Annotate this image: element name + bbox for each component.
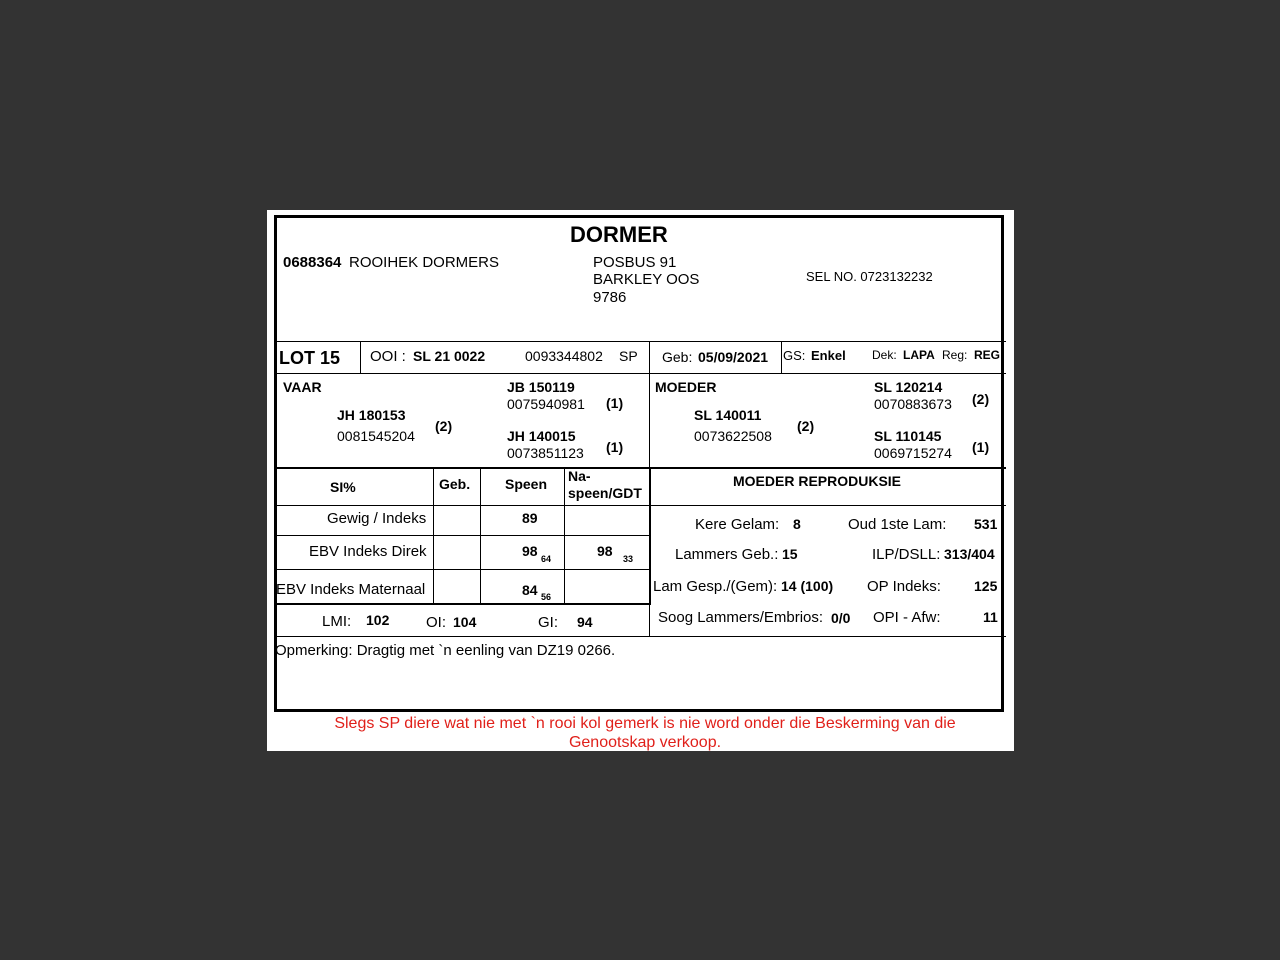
na-header-line1: Na- bbox=[568, 468, 591, 484]
ilp-value: 313/404 bbox=[944, 546, 995, 562]
birth-date: 05/09/2021 bbox=[698, 349, 769, 365]
geb-header: Geb. bbox=[439, 476, 471, 492]
row-direk-na-accuracy: 33 bbox=[623, 554, 634, 564]
vline-lot bbox=[360, 341, 361, 373]
kere-value: 8 bbox=[793, 516, 801, 532]
row-gewig-speen: 89 bbox=[522, 510, 538, 526]
dam-dam-number: 0069715274 bbox=[874, 445, 952, 461]
breeder-name: ROOIHEK DORMERS bbox=[349, 254, 500, 271]
breed-title: DORMER bbox=[570, 222, 668, 247]
si-header: SI% bbox=[330, 479, 356, 495]
breeder-number: 0688364 bbox=[283, 254, 342, 271]
kere-label: Kere Gelam: bbox=[695, 516, 780, 533]
dam-sire-count: (2) bbox=[972, 391, 990, 407]
gi-value: 94 bbox=[577, 614, 593, 630]
divider-lot-bottom bbox=[275, 373, 1006, 374]
oud-value: 531 bbox=[974, 516, 998, 532]
card-frame bbox=[274, 215, 1004, 712]
sire-sire-id: JB 150119 bbox=[507, 379, 575, 395]
sire-dam-count: (1) bbox=[606, 439, 624, 455]
reg-label: Reg: bbox=[942, 348, 968, 362]
divider-si-row2 bbox=[275, 569, 650, 570]
vline-si-na bbox=[564, 468, 565, 604]
vline-gs bbox=[781, 341, 782, 373]
ooi-reg-number: 0093344802 bbox=[525, 348, 603, 364]
opi-value: 11 bbox=[983, 609, 998, 625]
oi-value: 104 bbox=[453, 614, 477, 630]
row-direk-na: 98 bbox=[597, 543, 613, 559]
dam-id: SL 140011 bbox=[694, 407, 762, 423]
vline-si-speen bbox=[480, 468, 481, 604]
soog-label: Soog Lammers/Embrios: bbox=[658, 609, 824, 626]
sire-number: 0081545204 bbox=[337, 428, 415, 444]
gi-label: GI: bbox=[538, 614, 559, 631]
divider-remark bbox=[275, 636, 1006, 637]
speen-header: Speen bbox=[505, 476, 548, 492]
oi-label: OI: bbox=[426, 614, 447, 631]
reg-value: REG bbox=[974, 348, 1001, 362]
dam-dam-count: (1) bbox=[972, 439, 990, 455]
dam-sire-number: 0070883673 bbox=[874, 396, 952, 412]
row-gewig-label: Gewig / Indeks bbox=[327, 510, 427, 527]
row-maternaal-speen: 84 bbox=[522, 582, 538, 598]
ilp-label: ILP/DSLL: bbox=[872, 546, 941, 563]
dam-dam-id: SL 110145 bbox=[874, 428, 942, 444]
soog-value: 0/0 bbox=[831, 610, 851, 626]
repro-title: MOEDER REPRODUKSIE bbox=[733, 473, 902, 489]
gs-value: Enkel bbox=[811, 348, 846, 363]
sire-sire-number: 0075940981 bbox=[507, 396, 585, 412]
dam-sire-id: SL 120214 bbox=[874, 379, 943, 395]
lamgesp-value: 14 (100) bbox=[781, 578, 834, 594]
row-direk-speen: 98 bbox=[522, 543, 538, 559]
sire-dam-id: JH 140015 bbox=[507, 428, 576, 444]
oud-label: Oud 1ste Lam: bbox=[848, 516, 947, 533]
lmi-value: 102 bbox=[366, 612, 390, 628]
op-value: 125 bbox=[974, 578, 998, 594]
row-maternaal-label: EBV Indeks Maternaal bbox=[276, 581, 426, 598]
address-line-3: 9786 bbox=[593, 289, 627, 306]
sp-mark: SP bbox=[619, 348, 638, 364]
divider-si-row1 bbox=[275, 535, 650, 536]
row-direk-label: EBV Indeks Direk bbox=[309, 543, 427, 560]
address-line-1: POSBUS 91 bbox=[593, 254, 677, 271]
op-label: OP Indeks: bbox=[867, 578, 941, 595]
moeder-label: MOEDER bbox=[655, 379, 717, 395]
gs-label: GS: bbox=[783, 348, 806, 363]
divider-pedigree-bottom bbox=[275, 467, 1006, 469]
lammers-label: Lammers Geb.: bbox=[675, 546, 779, 563]
divider-lot-top bbox=[275, 341, 1006, 342]
remark-text: Opmerking: Dragtig met `n eenling van DZ19 0266. bbox=[275, 642, 616, 659]
address-line-2: BARKLEY OOS bbox=[593, 271, 700, 288]
lammers-value: 15 bbox=[782, 546, 798, 562]
sire-id: JH 180153 bbox=[337, 407, 406, 423]
lot-card bbox=[267, 210, 1014, 751]
lamgesp-label: Lam Gesp./(Gem): bbox=[653, 578, 778, 595]
dam-number: 0073622508 bbox=[694, 428, 772, 444]
opi-label: OPI - Afw: bbox=[873, 609, 941, 626]
sire-sire-count: (1) bbox=[606, 395, 624, 411]
na-header-line2: speen/GDT bbox=[568, 485, 642, 501]
footer-warning: Slegs SP diere wat nie met `n rooi kol gemerk is nie word onder die Beskerming van die Genootskap verkoop. bbox=[334, 715, 956, 751]
sel-number: SEL NO. 0723132232 bbox=[806, 269, 933, 284]
divider-si-row3 bbox=[275, 603, 650, 605]
lmi-label: LMI: bbox=[322, 613, 352, 630]
ooi-id: SL 21 0022 bbox=[413, 348, 486, 364]
row-direk-speen-accuracy: 64 bbox=[541, 554, 552, 564]
vline-si-geb bbox=[433, 468, 434, 604]
ooi-label: OOI : bbox=[370, 348, 406, 365]
divider-si-header bbox=[275, 505, 650, 506]
dek-value: LAPA bbox=[903, 348, 935, 362]
sire-count: (2) bbox=[435, 418, 453, 434]
vaar-label: VAAR bbox=[283, 379, 322, 395]
sire-dam-number: 0073851123 bbox=[507, 445, 584, 461]
dek-label: Dek: bbox=[872, 348, 897, 362]
lot-number: LOT 15 bbox=[279, 348, 341, 368]
dam-count: (2) bbox=[797, 418, 815, 434]
vline-si-right bbox=[649, 467, 651, 605]
divider-repro-header bbox=[650, 505, 1006, 506]
geb-label: Geb: bbox=[662, 349, 693, 365]
row-maternaal-speen-accuracy: 56 bbox=[541, 592, 552, 602]
